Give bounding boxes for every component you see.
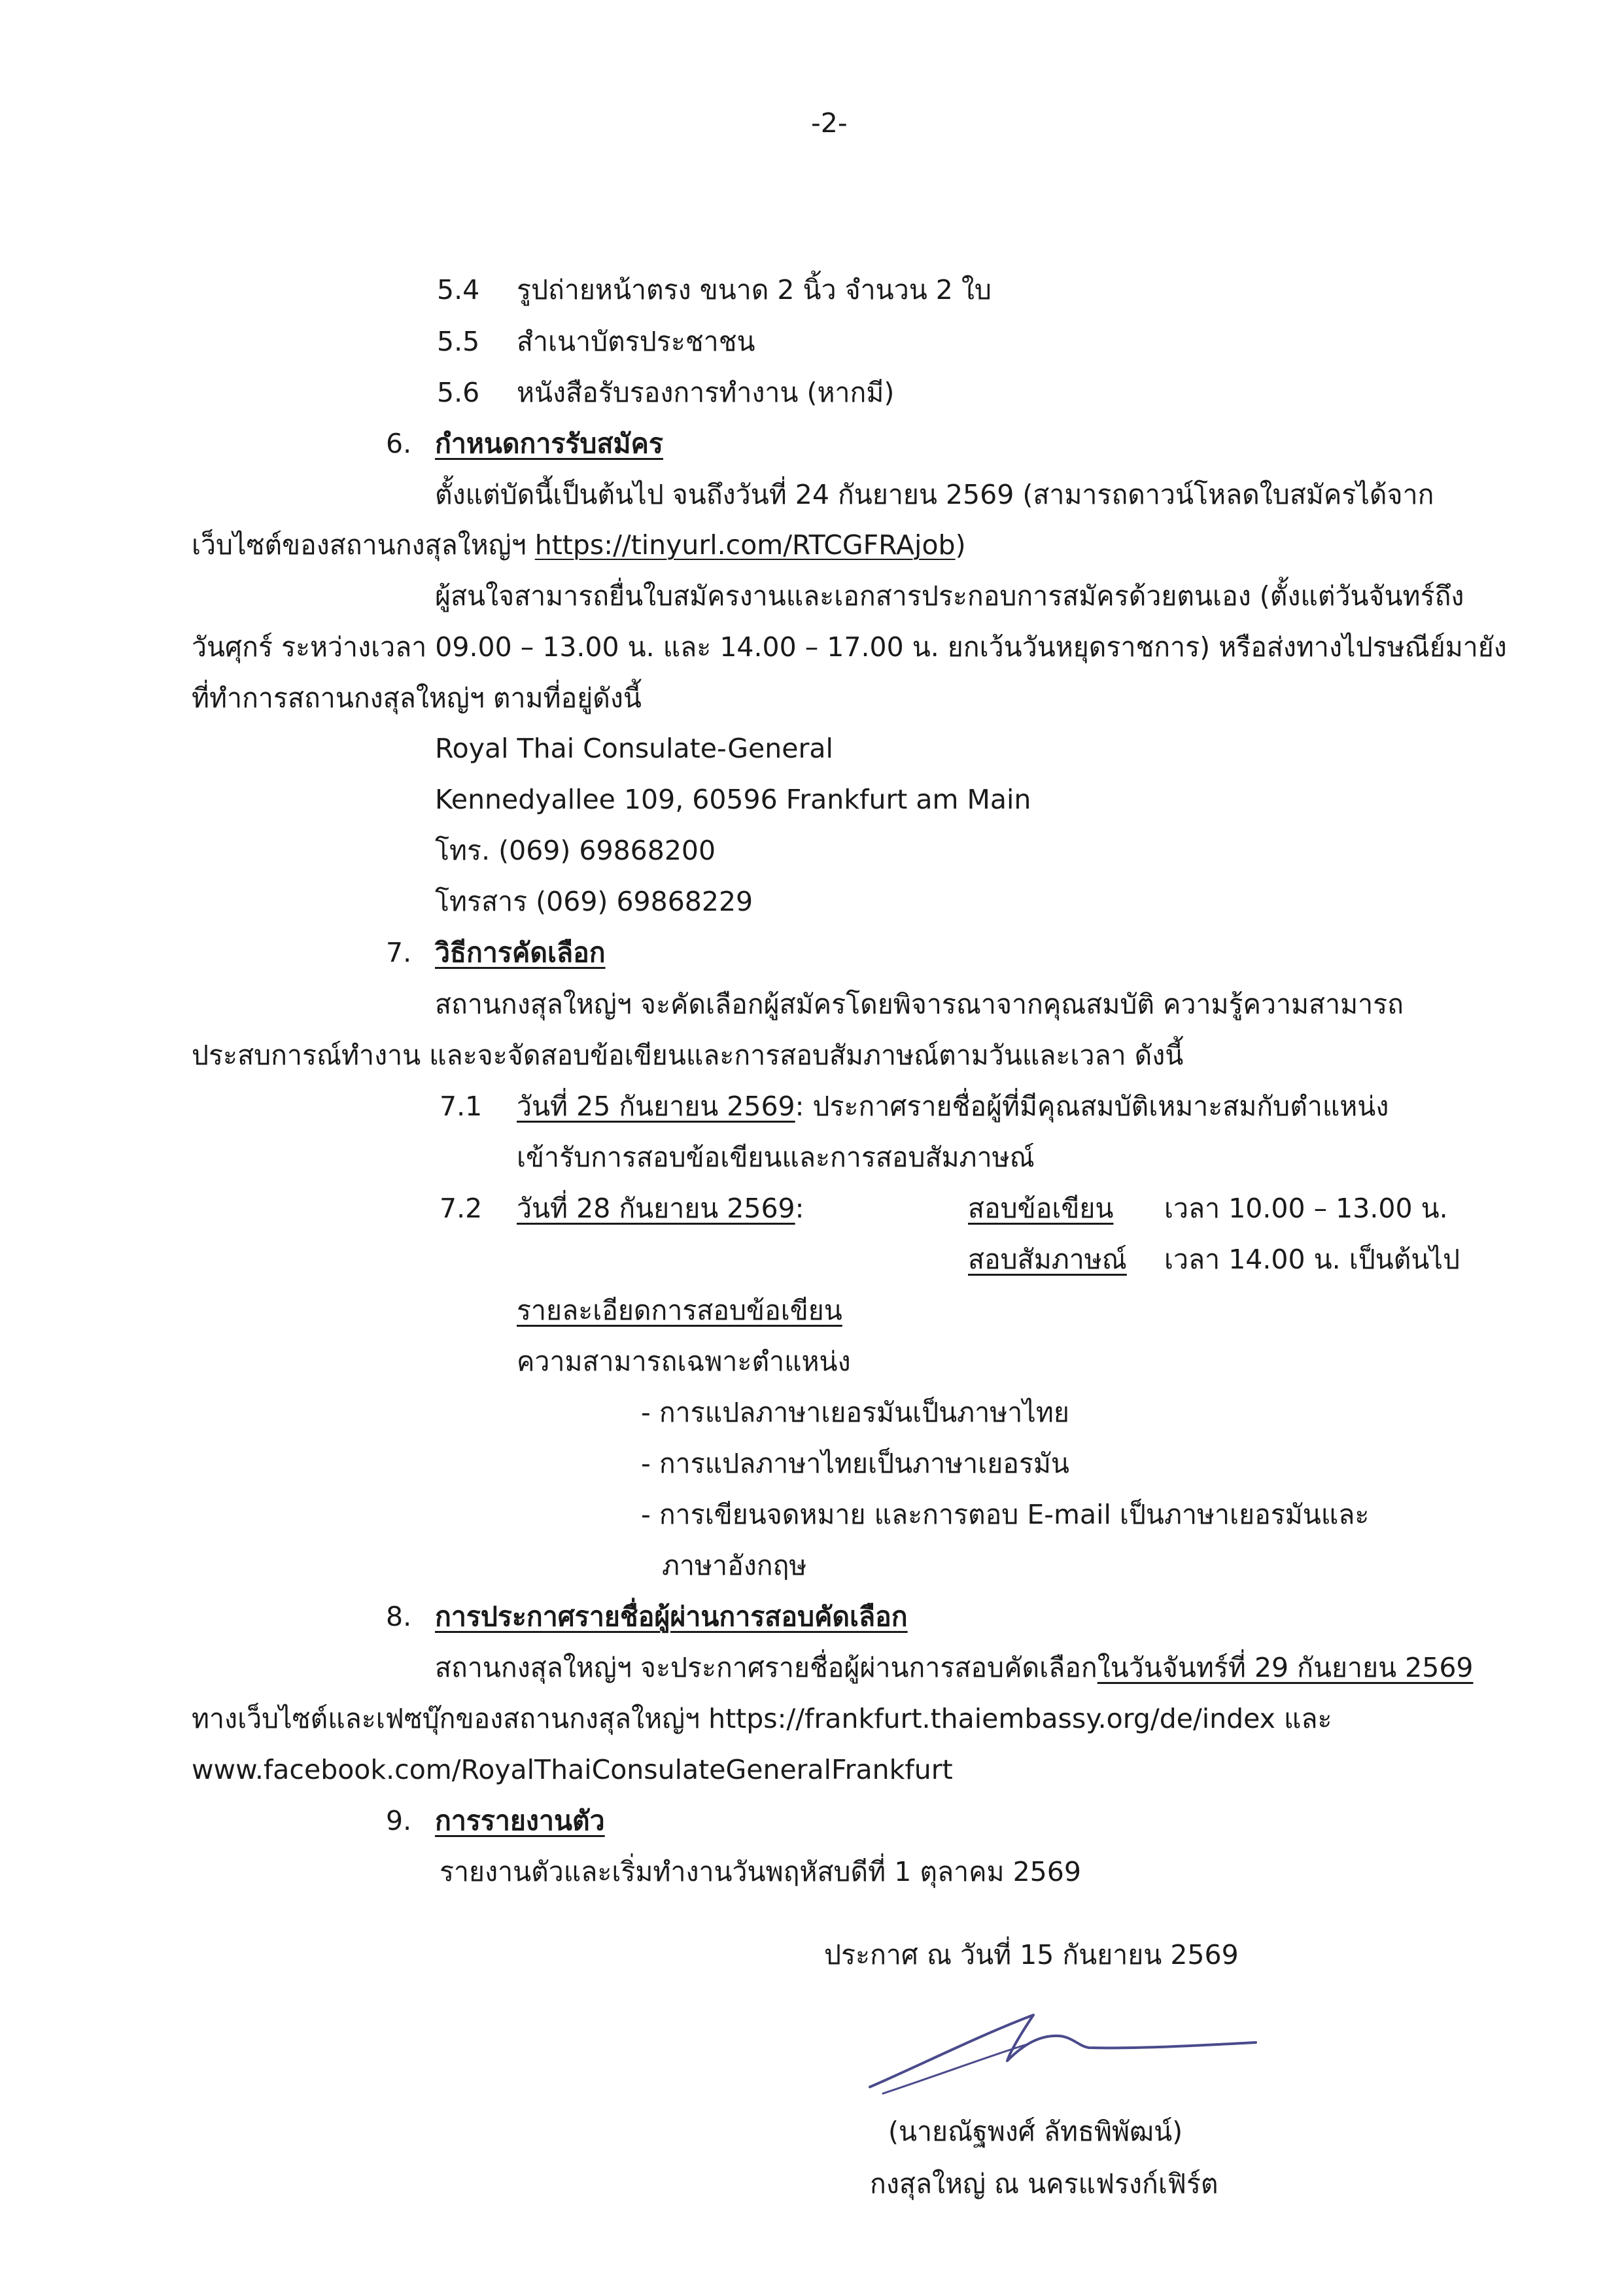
detail-subtitle: ความสามารถเฉพาะตำแหน่ง [517, 1346, 851, 1377]
address-line: Kennedyallee 109, 60596 Frankfurt am Main [435, 784, 1031, 815]
paragraph-line: ตั้งแต่บัดนี้เป็นต้นไป จนถึงวันที่ 24 กันยายน 2569 (สามารถดาวน์โหลดใบสมัครได้จาก [435, 479, 1434, 510]
item-number: 7.1 [440, 1091, 483, 1122]
exam-interview-label: สอบสัมภาษณ์ [968, 1244, 1127, 1275]
item-text: วันที่ 28 กันยายน 2569: [517, 1193, 804, 1224]
section-number: 8. [386, 1601, 412, 1632]
date-underlined: วันที่ 28 กันยายน 2569 [517, 1193, 795, 1224]
fax-line: โทรสาร (069) 69868229 [435, 886, 753, 917]
item-text: สำเนาบัตรประชาชน [517, 326, 755, 357]
item-number: 5.4 [437, 274, 480, 306]
paragraph-line: สถานกงสุลใหญ่ฯ จะคัดเลือกผู้สมัครโดยพิจารณาจากคุณสมบัติ ความรู้ความสามารถ [435, 989, 1404, 1020]
item-text: วันที่ 25 กันยายน 2569: ประกาศรายชื่อผู้ที่มีคุณสมบัติเหมาะสมกับตำแหน่ง [517, 1091, 1389, 1122]
paragraph-line: ทางเว็บไซต์และเฟซบุ๊กของสถานกงสุลใหญ่ฯ https://frankfurt.thaiembassy.org/de/index และ [192, 1703, 1332, 1734]
phone-line: โทร. (069) 69868200 [435, 835, 716, 866]
section-title: กำหนดการรับสมัคร [435, 428, 663, 459]
item-text: รูปถ่ายหน้าตรง ขนาด 2 นิ้ว จำนวน 2 ใบ [517, 274, 992, 306]
section-number: 7. [386, 937, 412, 968]
detail-title: รายละเอียดการสอบข้อเขียน [517, 1295, 842, 1326]
section-title: การรายงานตัว [435, 1805, 605, 1836]
exam-written-time: เวลา 10.00 – 13.00 น. [1164, 1193, 1448, 1224]
signatory-name: (นายณัฐพงศ์ ลัทธพิพัฒน์) [888, 2116, 1183, 2147]
paragraph-line: ผู้สนใจสามารถยื่นใบสมัครงานและเอกสารประกอบการสมัครด้วยตนเอง (ตั้งแต่วันจันทร์ถึง [435, 580, 1464, 612]
section-title: การประกาศรายชื่อผู้ผ่านการสอบคัดเลือก [435, 1601, 908, 1632]
item-number: 7.2 [440, 1193, 483, 1224]
result-date: ในวันจันทร์ที่ 29 กันยายน 2569 [1097, 1652, 1474, 1683]
paragraph-line: สถานกงสุลใหญ่ฯ จะประกาศรายชื่อผู้ผ่านการสอบคัดเลือกในวันจันทร์ที่ 29 กันยายน 2569 [435, 1652, 1474, 1683]
application-link[interactable]: https://tinyurl.com/RTCGFRAjob [534, 529, 956, 561]
announce-date: ประกาศ ณ วันที่ 15 กันยายน 2569 [824, 1939, 1239, 1971]
section-number: 6. [386, 428, 412, 459]
section-title: วิธีการคัดเลือก [435, 937, 606, 968]
item-number: 5.5 [437, 326, 480, 357]
paragraph-line: วันศุกร์ ระหว่างเวลา 09.00 – 13.00 น. และ 14.00 – 17.00 น. ยกเว้นวันหยุดราชการ) หรือส่งทางไปรษณีย์มายัง [192, 631, 1507, 663]
address-line: Royal Thai Consulate-General [435, 733, 833, 764]
section-number: 9. [386, 1805, 412, 1836]
paragraph-line: รายงานตัวและเริ่มทำงานวันพฤหัสบดีที่ 1 ตุลาคม 2569 [440, 1856, 1081, 1887]
page-number: -2- [811, 107, 848, 139]
list-item: - การแปลภาษาไทยเป็นภาษาเยอรมัน [641, 1448, 1069, 1479]
exam-interview-time: เวลา 14.00 น. เป็นต้นไป [1164, 1244, 1460, 1275]
item-number: 5.6 [437, 377, 480, 408]
signature-image [863, 1989, 1269, 2100]
list-item-continued: ภาษาอังกฤษ [662, 1550, 807, 1581]
paragraph-line: ประสบการณ์ทำงาน และจะจัดสอบข้อเขียนและการสอบสัมภาษณ์ตามวันและเวลา ดังนี้ [192, 1040, 1184, 1071]
list-item: - การแปลภาษาเยอรมันเป็นภาษาไทย [641, 1397, 1069, 1428]
paragraph-line: ที่ทำการสถานกงสุลใหญ่ฯ ตามที่อยู่ดังนี้ [192, 682, 642, 714]
signatory-position: กงสุลใหญ่ ณ นครแฟรงก์เฟิร์ต [870, 2168, 1218, 2199]
date-underlined: วันที่ 25 กันยายน 2569 [517, 1091, 795, 1122]
paragraph-line: เว็บไซต์ของสถานกงสุลใหญ่ฯ https://tinyurl.com/RTCGFRAjob) [192, 529, 966, 561]
list-item: - การเขียนจดหมาย และการตอบ E-mail เป็นภาษาเยอรมันและ [641, 1499, 1370, 1530]
exam-written-label: สอบข้อเขียน [968, 1193, 1114, 1224]
item-text: หนังสือรับรองการทำงาน (หากมี) [517, 377, 895, 408]
facebook-url: www.facebook.com/RoyalThaiConsulateGeneralFrankfurt [192, 1754, 953, 1785]
item-text: เข้ารับการสอบข้อเขียนและการสอบสัมภาษณ์ [517, 1142, 1035, 1173]
